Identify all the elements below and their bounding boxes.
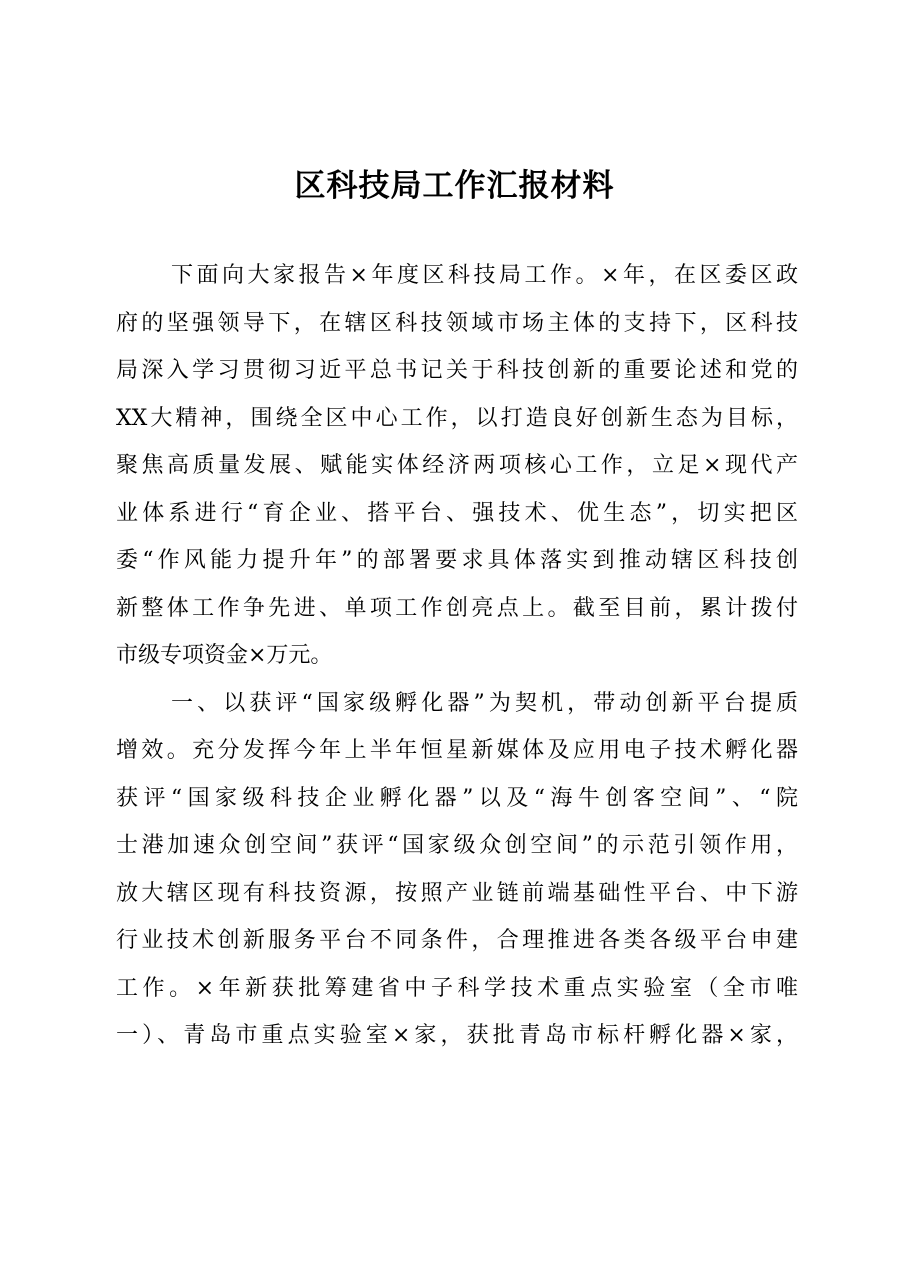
paragraph-1-line-7: 委“作风能力提升年”的部署要求具体落实到推动辖区科技创 xyxy=(116,548,798,573)
paragraph-1-line-5: 聚焦高质量发展、赋能实体经济两项核心工作，立足×现代产 xyxy=(116,453,798,478)
paragraph-2-line-5: 放大辖区现有科技资源，按照产业链前端基础性平台、中下游 xyxy=(116,880,798,906)
paragraph-2-line-7: 工作。×年新获批筹建省中子科学技术重点实验室（全市唯 xyxy=(116,975,798,1001)
document-title: 区科技局工作汇报材料 xyxy=(294,168,615,204)
paragraph-2-line-3: 获评“国家级科技企业孵化器”以及“海牛创客空间”、“院 xyxy=(116,785,798,811)
paragraph-1-line-9: 市级专项资金×万元。 xyxy=(116,643,333,668)
paragraph-1-line-8: 新整体工作争先进、单项工作创亮点上。截至目前，累计拨付 xyxy=(116,595,798,621)
paragraph-2-line-4: 士港加速众创空间”获评“国家级众创空间”的示范引领作用， xyxy=(116,833,798,858)
paragraph-2-line-8: 一）、青岛市重点实验室×家，获批青岛市标杆孵化器×家， xyxy=(116,1023,798,1048)
paragraph-2-line-6: 行业技术创新服务平台不同条件，合理推进各类各级平台申建 xyxy=(116,928,798,953)
document-body xyxy=(116,252,798,1060)
paragraph-2-line-1: 一、以获评“国家级孵化器”为契机，带动创新平台提质 xyxy=(171,690,798,716)
paragraph-1-line-2: 府的坚强领导下，在辖区科技领域市场主体的支持下，区科技 xyxy=(116,310,798,336)
paragraph-2-line-2: 增效。充分发挥今年上半年恒星新媒体及应用电子技术孵化器 xyxy=(116,738,798,763)
paragraph-1-line-4: XX大精神，围绕全区中心工作，以打造良好创新生态为目标， xyxy=(116,405,798,431)
paragraph-1-line-1: 下面向大家报告×年度区科技局工作。×年，在区委区政 xyxy=(171,263,798,288)
paragraph-1-line-6: 业体系进行“育企业、搭平台、强技术、优生态”，切实把区 xyxy=(116,500,798,526)
paragraph-1-line-3: 局深入学习贯彻习近平总书记关于科技创新的重要论述和党的 xyxy=(116,358,798,383)
